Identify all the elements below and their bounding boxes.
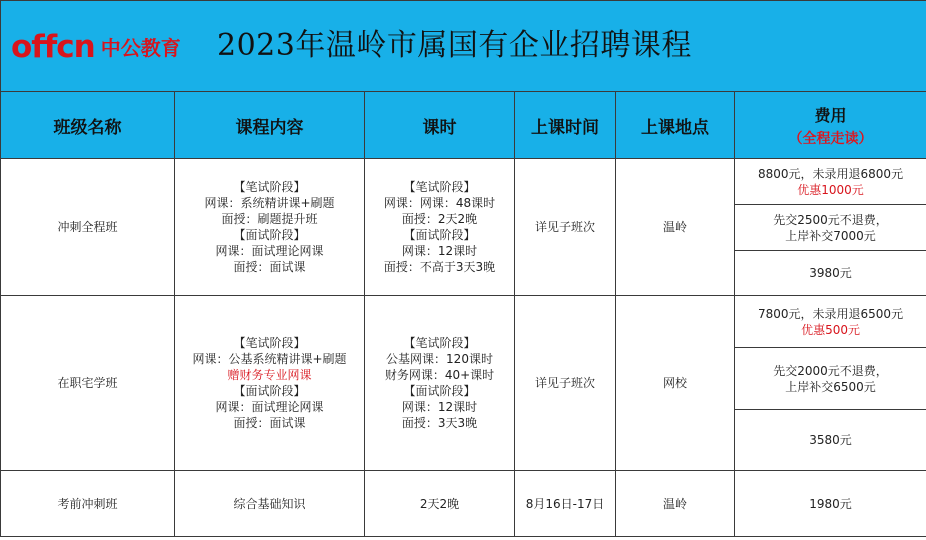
fee-text: 先交2000元不退费， (773, 363, 888, 378)
fee-text: 8800元，未录用退6800元 (757, 166, 904, 181)
fee-text: 上岸补交7000元 (785, 228, 876, 243)
row1-hours-line: 网课：12课时 (401, 244, 478, 258)
header-time: 上课时间 (515, 92, 616, 159)
fee-text: 上岸补交6500元 (785, 379, 876, 394)
page-title: 2023年温岭市属国有企业招聘课程 (217, 28, 692, 63)
row1-hours (365, 159, 515, 296)
row2-hours-line: 公基网课：120课时 (386, 352, 493, 366)
row1-content-line: 【笔试阶段】 (233, 180, 306, 194)
row1-place: 温岭 (616, 159, 735, 296)
row3-content: 综合基础知识 (175, 471, 365, 537)
row2-hours-line: 【面试阶段】 (403, 384, 476, 398)
header-hours: 课时 (365, 92, 515, 159)
row3-class-name: 考前冲刺班 (1, 471, 175, 537)
row1-fee-option-2 (735, 205, 926, 251)
header-fee (735, 92, 926, 159)
header-content: 课程内容 (175, 92, 365, 159)
row3-fee-option-1: 1980元 (735, 471, 926, 537)
row1-hours-line: 【面试阶段】 (403, 228, 476, 242)
row2-content-line: 【笔试阶段】 (233, 336, 306, 350)
row1-hours-line: 面授：不高于3天3晚 (383, 260, 496, 274)
row2-fee-option-3 (735, 410, 926, 471)
row1-content-line: 网课：系统精讲课+刷题 (204, 196, 335, 210)
header-class-name: 班级名称 (1, 92, 175, 159)
row2-time: 详见子班次 (515, 296, 616, 471)
row2-fee-option-2 (735, 348, 926, 410)
fee-text: 3980元 (809, 266, 852, 280)
row2-hours-line: 财务网课：40+课时 (384, 368, 495, 382)
row1-content (175, 159, 365, 296)
row1-time: 详见子班次 (515, 159, 616, 296)
row2-place: 网校 (616, 296, 735, 471)
row2-hours-line: 【笔试阶段】 (403, 336, 476, 350)
header-place: 上课地点 (616, 92, 735, 159)
header-fee-note: （全程走读） (788, 130, 873, 147)
header-fee-title: 费用 (814, 105, 847, 125)
row2-class-name: 在职宅学班 (1, 296, 175, 471)
row1-hours-line: 面授：2天2晚 (401, 212, 478, 226)
row1-hours-line: 【笔试阶段】 (403, 180, 476, 194)
row2-content-line: 面授：面试课 (233, 416, 306, 430)
row1-fee-option-1 (735, 159, 926, 205)
fee-text: 7800元，未录用退6500元 (757, 306, 904, 321)
logo-text-cn: 中公教育 (100, 35, 181, 60)
row1-content-line: 面授：刷题提升班 (221, 212, 318, 226)
fee-discount: 优惠500元 (801, 322, 860, 337)
row2-content (175, 296, 365, 471)
row3-place: 温岭 (616, 471, 735, 537)
offcn-logo (11, 29, 181, 65)
title-banner (1, 1, 926, 92)
row1-content-line: 【面试阶段】 (233, 228, 306, 242)
fee-discount: 优惠1000元 (797, 182, 864, 197)
row2-hours-line: 网课：12课时 (401, 400, 478, 414)
logo-text-en: offcn (11, 29, 95, 65)
row2-content-bonus: 赠财务专业网课 (227, 368, 312, 382)
row1-hours-line: 网课：网课：48课时 (383, 196, 496, 210)
row2-hours-line: 面授：3天3晚 (401, 416, 478, 430)
row2-content-line: 网课：公基系统精讲课+刷题 (192, 352, 347, 366)
row3-time: 8月16日-17日 (515, 471, 616, 537)
row2-fee-option-1 (735, 296, 926, 348)
row3-hours: 2天2晚 (365, 471, 515, 537)
row1-class-name: 冲刺全程班 (1, 159, 175, 296)
row1-content-line: 网课：面试理论网课 (215, 244, 324, 258)
row2-content-line: 网课：面试理论网课 (215, 400, 324, 414)
row2-hours (365, 296, 515, 471)
row1-content-line: 面授：面试课 (233, 260, 306, 274)
fee-text: 先交2500元不退费， (773, 212, 888, 227)
fee-text: 3580元 (809, 433, 852, 447)
row2-content-line: 【面试阶段】 (233, 384, 306, 398)
row1-fee-option-3 (735, 251, 926, 296)
